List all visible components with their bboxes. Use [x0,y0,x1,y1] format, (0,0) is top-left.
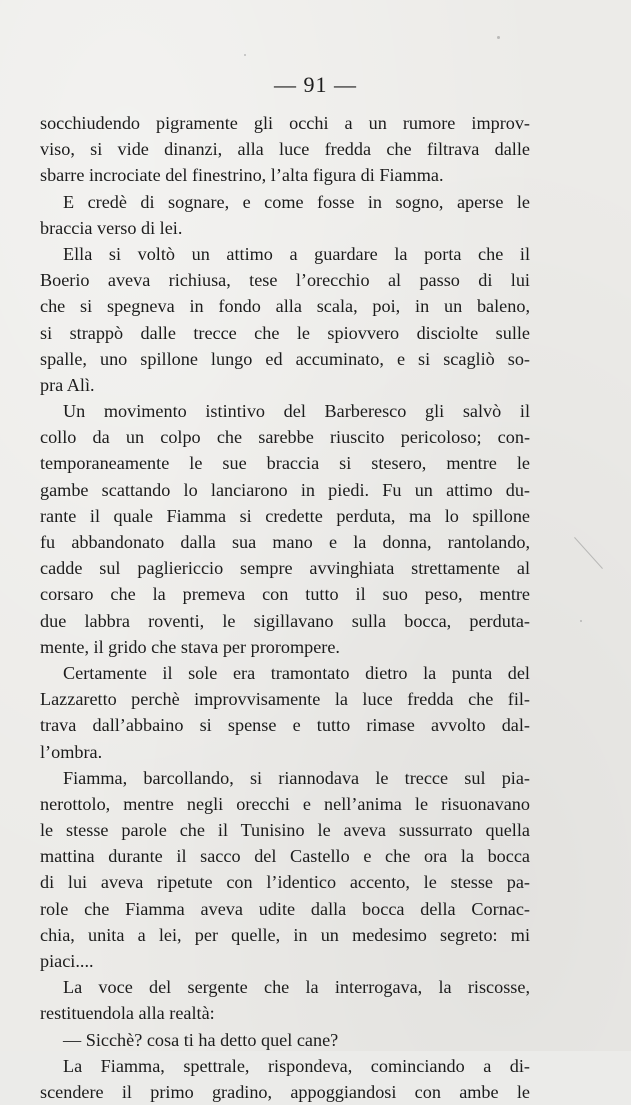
text-line: viso, si vide dinanzi, alla luce fredda che filtrava dalle [40,139,530,160]
text-line: — Sicchè? cosa ti ha detto quel cane? [63,1029,339,1050]
text-line: chia, unita a lei, per quelle, in un medesimo segreto: mi [40,924,530,945]
paper-speck [497,36,500,39]
text-line: fu abbandonato dalla sua mano e la donna, rantolando, [40,532,530,552]
text-line: E credè di sognare, e come fosse in sogno, aperse le [63,191,530,212]
text-line: restituendola alla realtà: [40,1003,215,1024]
paper-speck [580,620,582,622]
text-line: piaci.... [40,951,94,971]
text-line: La Fiamma, spettrale, rispondeva, cominciando a di- [63,1055,530,1076]
text-line: rante il quale Fiamma si credette perduta, ma lo spillone [40,505,530,526]
text-line: scendere il primo gradino, appoggiandosi con ambe le [40,1081,530,1102]
text-line: sbarre incrociate del finestrino, l’alta figura di Fiamma. [40,165,444,186]
text-line: pra Alì. [40,374,95,395]
paper-scratch [574,537,603,569]
text-line: spalle, uno spillone lungo ed accuminato, e si scagliò so- [40,348,530,369]
text-line: corsaro che la premeva con tutto il suo peso, mentre [40,584,530,605]
text-line: Fiamma, barcollando, si riannodava le trecce sul pia- [63,767,530,788]
text-line: collo da un colpo che sarebbe riuscito pericoloso; con- [40,427,530,448]
text-line: cadde sul pagliericcio sempre avvinghiata strettamente al [40,558,530,579]
text-line: si strappò dalle trecce che le spiovvero disciolte sulle [40,322,530,343]
text-line: gambe scattando lo lanciarono in piedi. Fu un attimo du- [40,479,530,500]
text-line: mente, il grido che stava per prorompere. [40,636,340,657]
text-line: temporaneamente le sue braccia si stesero, mentre le [40,453,530,474]
text-line: braccia verso di lei. [40,217,183,238]
text-line: le stesse parole che il Tunisino le aveva sussurrato quella [40,820,530,841]
text-line: Ella si voltò un attimo a guardare la porta che il [63,243,530,264]
text-line: Lazzaretto perchè improvvisamente la luce fredda che fil- [40,689,530,710]
text-line: Certamente il sole era tramontato dietro la punta del [63,662,530,683]
text-line: nerottolo, mentre negli orecchi e nell’anima le risuonavano [40,793,530,814]
page-number: — 91 — [274,72,357,97]
text-line: che si spegneva in fondo alla scala, poi, in un baleno, [40,296,530,317]
text-line: role che Fiamma aveva udite dalla bocca della Cornac- [40,898,530,919]
text-line: socchiudendo pigramente gli occhi a un rumore improv- [40,113,530,133]
text-line: Un movimento istintivo del Barberesco gli salvò il [63,401,530,422]
text-line: La voce del sergente che la interrogava, la riscosse, [63,977,530,998]
text-line: trava dall’abbaino si spense e tutto rimase avvolto dal- [40,715,530,736]
text-line: due labbra roventi, le sigillavano sulla bocca, perduta- [40,610,530,631]
text-line: l’ombra. [40,741,103,762]
text-line: di lui aveva ripetute con l’identico accento, le stesse pa- [40,872,530,893]
body-text [40,110,530,1105]
text-line: mattina durante il sacco del Castello e che ora la bocca [40,846,530,867]
paper-speck [244,54,246,56]
text-line: Boerio aveva richiusa, tese l’orecchio al passo di lui [40,270,530,291]
